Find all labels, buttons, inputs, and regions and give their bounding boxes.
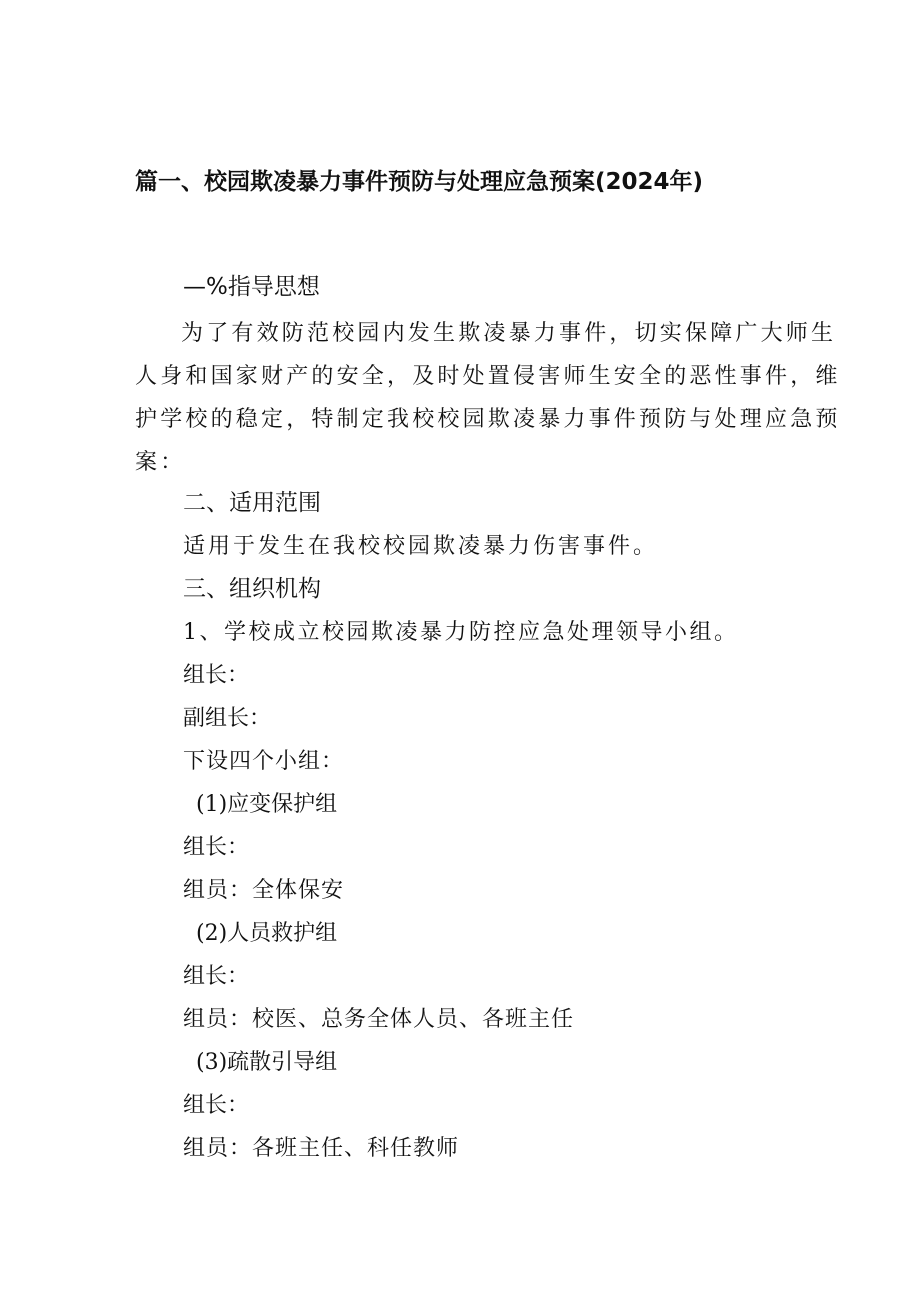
list-item: 组员：校医、总务全体人员、各班主任: [183, 1007, 575, 1032]
list-item: 组员：各班主任、科任教师: [183, 1136, 460, 1161]
list-item: 组长：: [183, 835, 250, 860]
list-item: 组长：: [183, 1093, 250, 1118]
section-paragraph: [135, 312, 841, 484]
list-item: (3)疏散引导组: [196, 1050, 338, 1075]
paragraph-line: 人身和国家财产的安全，及时处置侵害师生安全的恶性事件，维: [135, 364, 841, 389]
paragraph-line: 案：: [135, 450, 186, 475]
list-item: 下设四个小组：: [183, 749, 345, 774]
list-item: 副组长：: [183, 706, 272, 731]
list-item: (1)应变保护组: [196, 792, 338, 817]
section-heading-organization: 三、组织机构: [183, 576, 321, 602]
paragraph-line: 为了有效防范校园内发生欺凌暴力事件，切实保障广大师生: [181, 321, 837, 346]
list-item: 组长：: [183, 964, 250, 989]
scope-text: 适用于发生在我校校园欺凌暴力伤害事件。: [183, 534, 659, 559]
document-title: 篇一、校园欺凌暴力事件预防与处理应急预案(2024年): [135, 169, 704, 195]
section-heading-scope: 二、适用范围: [183, 490, 321, 516]
list-item: 组员：全体保安: [183, 878, 345, 903]
section-heading-guiding-ideology: —%指导思想: [183, 274, 320, 300]
list-item: 1、学校成立校园欺凌暴力防控应急处理领导小组。: [183, 620, 739, 645]
list-item: 组长：: [183, 663, 250, 688]
paragraph-line: 护学校的稳定，特制定我校校园欺凌暴力事件预防与处理应急预: [135, 407, 841, 432]
list-item: (2)人员救护组: [196, 921, 338, 946]
